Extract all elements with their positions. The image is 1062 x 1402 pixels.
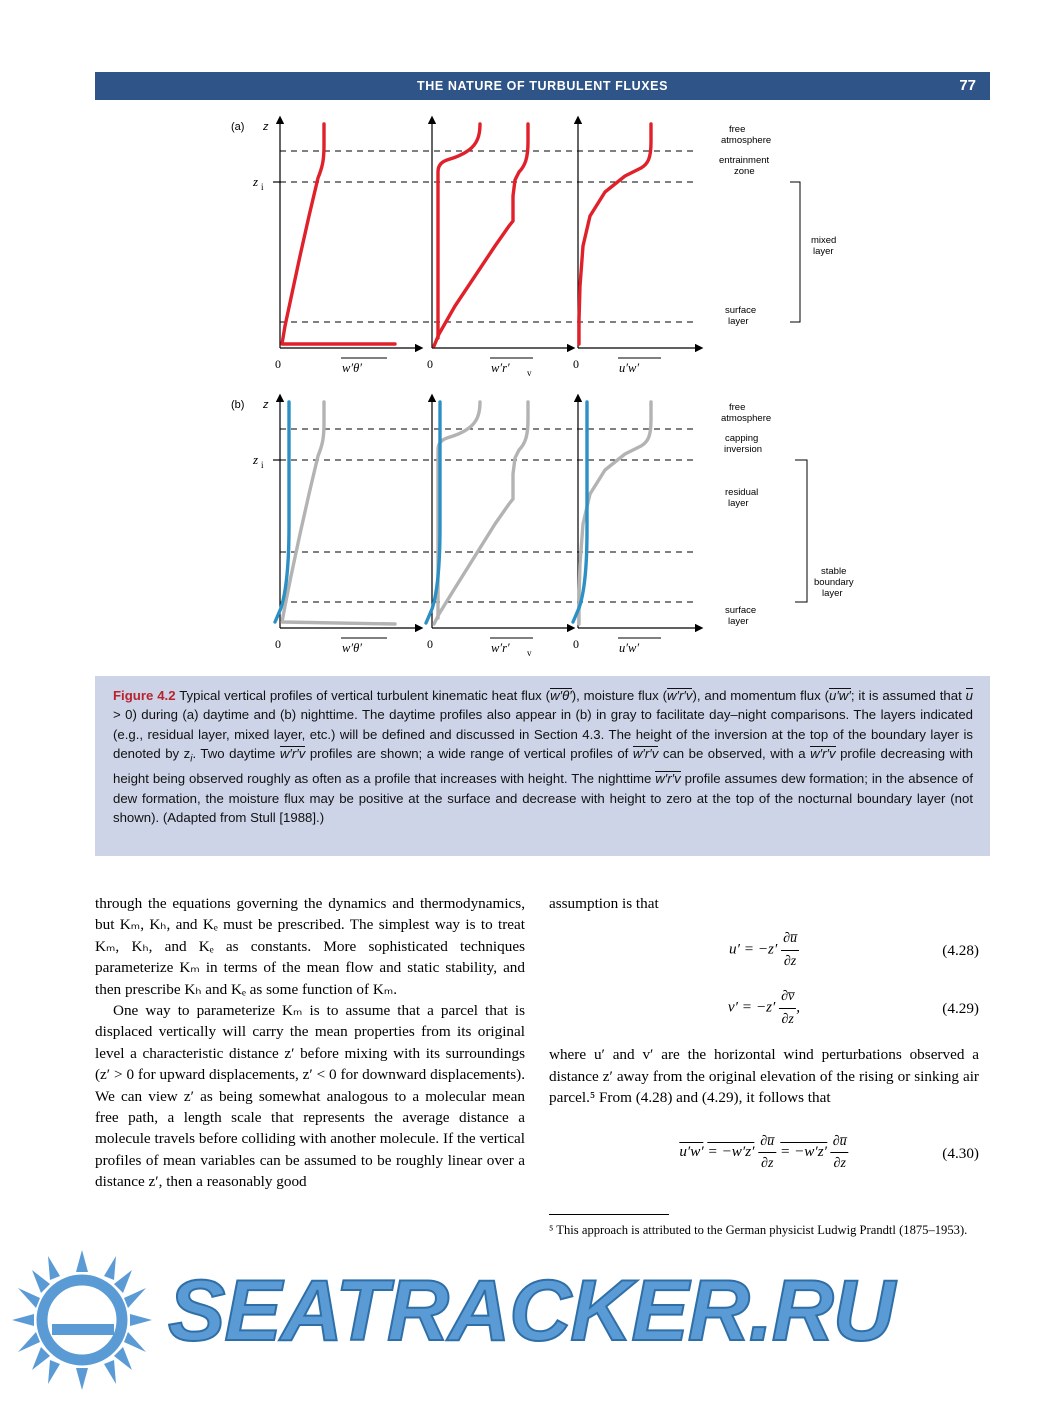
svg-text:z: z	[253, 452, 259, 467]
svg-text:surface: surface	[725, 305, 757, 316]
eq429-num: ∂v̅	[779, 986, 796, 1008]
svg-text:entrainment: entrainment	[719, 155, 770, 166]
eq430-num2: ∂u̅	[831, 1131, 849, 1153]
panel-b-label: (b)	[231, 399, 245, 411]
svg-text:0: 0	[275, 357, 281, 371]
paragraph-right-1: assumption is that	[549, 895, 659, 912]
sun-logo-icon	[0, 1248, 170, 1398]
page-number: 77	[959, 77, 976, 94]
svg-text:layer: layer	[822, 588, 843, 599]
svg-text:w′θ′: w′θ′	[342, 641, 362, 655]
svg-text:z: z	[263, 399, 269, 411]
equation-4-28	[549, 928, 979, 972]
caption-m7: w′r′v	[810, 746, 836, 762]
svg-text:i: i	[261, 182, 264, 192]
equation-4-30-body	[679, 1131, 848, 1175]
svg-text:w′r′: w′r′	[491, 361, 510, 375]
svg-text:mixed: mixed	[811, 235, 837, 246]
svg-text:free: free	[729, 402, 746, 413]
figure-graphic	[95, 106, 990, 666]
svg-text:residual: residual	[725, 487, 759, 498]
figure-caption-label: Figure 4.2	[113, 688, 176, 703]
eq430-rhs2: = −w′z′	[779, 1143, 827, 1161]
svg-text:v: v	[527, 648, 532, 658]
svg-text:0: 0	[275, 637, 281, 651]
svg-text:u′w′: u′w′	[619, 641, 640, 655]
panel-a-label: (a)	[231, 121, 245, 133]
eq428-den: ∂z	[783, 953, 797, 969]
page-header	[95, 72, 990, 100]
watermark	[0, 1248, 1062, 1402]
svg-text:0: 0	[427, 357, 433, 371]
eq428-num: ∂u̅	[781, 928, 799, 950]
eq430-lhs: u′w′	[679, 1143, 704, 1161]
eq430-fraction-1	[758, 1131, 776, 1175]
eq429-tail: ,	[796, 998, 801, 1016]
svg-text:stable: stable	[821, 566, 847, 577]
svg-text:z: z	[263, 121, 269, 133]
caption-p3: ), and momentum flux (	[692, 688, 829, 703]
svg-text:atmosphere: atmosphere	[721, 413, 772, 424]
eq430-rhs: = −w′z′	[707, 1143, 755, 1161]
equation-4-29-body	[728, 986, 800, 1030]
equation-4-29	[549, 986, 979, 1030]
equation-4-30	[549, 1131, 979, 1175]
eq429-rhs: = −z′	[741, 998, 776, 1016]
caption-m5: w′r′v	[279, 746, 306, 762]
caption-p6: . Two daytime	[192, 746, 276, 762]
eq428-fraction	[781, 928, 799, 972]
caption-p10: profile assumes dew formation; in the absence of dew formation, the moisture flux may be positive at the surface and decrease with height to zero at the top of the nocturnal boundary layer (not shown). (Adapted from Stull [1988].)	[113, 771, 974, 826]
paragraph-left-1: through the equations governing the dynamics and thermodynamics, but Kₘ, Kₕ, and Kₑ must be prescribed. The simplest way is to treat Kₘ, Kₕ, and Kₑ as constants. More sophisticated techniques parameterize Kₘ in terms of the mean flow and static stability, and then prescribe Kₕ and Kₑ as some function of Kₘ.	[95, 895, 525, 998]
caption-m2: w′r′v	[666, 688, 693, 703]
equation-4-30-number: (4.30)	[942, 1144, 979, 1162]
caption-p4: ; it is assumed that	[850, 688, 962, 703]
svg-text:0: 0	[573, 637, 579, 651]
svg-text:zone: zone	[734, 166, 755, 177]
eq430-num: ∂u̅	[758, 1131, 776, 1153]
svg-text:w′θ′: w′θ′	[342, 361, 362, 375]
body-column-left	[95, 893, 525, 1193]
svg-text:inversion: inversion	[724, 444, 763, 455]
svg-text:z: z	[253, 174, 259, 189]
eq430-den2: ∂z	[833, 1156, 846, 1172]
svg-text:atmosphere: atmosphere	[721, 135, 772, 146]
body-column-right	[549, 893, 979, 1183]
caption-p9: profile decreasing with height being observed roughly as often as a profile that increases with height. The nighttime	[113, 746, 974, 787]
header-title: THE NATURE OF TURBULENT FLUXES	[416, 79, 669, 93]
svg-text:free: free	[729, 124, 746, 135]
caption-p5: > 0) during (a) daytime and (b) nighttime. The daytime profiles also appear in (b) in gray to facilitate day–night comparisons. The layers indicated (e.g., residual layer, mixed layer, etc.) will be defined and discussed in Section 4.3. The height of the inversion at the top of the boundary layer is denoted by z	[113, 707, 973, 762]
caption-p1: Typical vertical profiles of vertical turbulent kinematic heat flux (	[179, 688, 551, 703]
caption-p8: can be observed, with a	[662, 746, 806, 762]
svg-text:u′w′: u′w′	[619, 361, 640, 375]
watermark-text: SEATRACKER.RU	[168, 1263, 894, 1359]
paragraph-right-2: where u′ and v′ are the horizontal wind perturbations observed a distance z′ away from the original elevation of the rising or sinking air parcel.⁵ From (4.28) and (4.29), it follows that	[549, 1046, 979, 1107]
caption-zi-sub: i	[190, 753, 193, 765]
svg-text:v: v	[527, 368, 532, 378]
eq429-den: ∂z	[781, 1011, 794, 1027]
equation-4-29-number: (4.29)	[942, 1000, 979, 1018]
caption-p2: ), moisture flux (	[571, 688, 667, 703]
svg-text:0: 0	[427, 637, 433, 651]
svg-text:i: i	[261, 460, 264, 470]
footnote-rule	[549, 1214, 669, 1215]
svg-text:layer: layer	[728, 316, 749, 327]
svg-text:0: 0	[573, 357, 579, 371]
svg-text:layer: layer	[728, 498, 749, 509]
figure-caption-box	[95, 676, 990, 856]
svg-text:layer: layer	[728, 616, 749, 627]
eq430-den: ∂z	[761, 1156, 774, 1172]
caption-m6: w′r′v	[632, 746, 659, 762]
eq428-rhs: = −z′	[743, 940, 778, 958]
eq429-fraction	[779, 986, 796, 1030]
equation-4-28-body	[729, 928, 799, 972]
caption-m8: w′r′v	[655, 771, 681, 787]
footnote-text: ⁵ This approach is attributed to the German physicist Ludwig Prandtl (1875–1953).	[549, 1223, 968, 1237]
equation-4-28-number: (4.28)	[942, 942, 979, 960]
svg-text:boundary: boundary	[814, 577, 854, 588]
svg-text:w′r′: w′r′	[491, 641, 510, 655]
eq428-lhs: u′	[729, 940, 740, 958]
svg-text:layer: layer	[813, 246, 834, 257]
figure-4-2	[95, 106, 990, 666]
caption-m1: w′θ′	[550, 688, 572, 703]
caption-p7: profiles are shown; a wide range of vertical profiles of	[309, 746, 629, 762]
paragraph-left-2: One way to parameterize Kₘ is to assume that a parcel that is displaced vertically will carry the mean properties from its original level a characteristic distance z′ before mixing with its surroundings (z′ > 0 for upward displacements, z′ < 0 for downward displacements). We can view z′ as being somewhat analogous to a molecular mean free path, a length scale that represents the average distance a molecule travels before colliding with another molecule. If the vertical profiles of mean variables can be assumed to be roughly linear over a distance z′, then a reasonably good	[95, 1002, 525, 1191]
eq430-fraction-2	[831, 1131, 849, 1175]
figure-caption	[113, 686, 973, 827]
caption-m3: u′w′	[829, 688, 851, 703]
eq429-lhs: v′	[727, 998, 739, 1016]
svg-text:capping: capping	[725, 433, 759, 444]
svg-text:surface: surface	[725, 605, 757, 616]
caption-m4: u	[965, 688, 973, 703]
